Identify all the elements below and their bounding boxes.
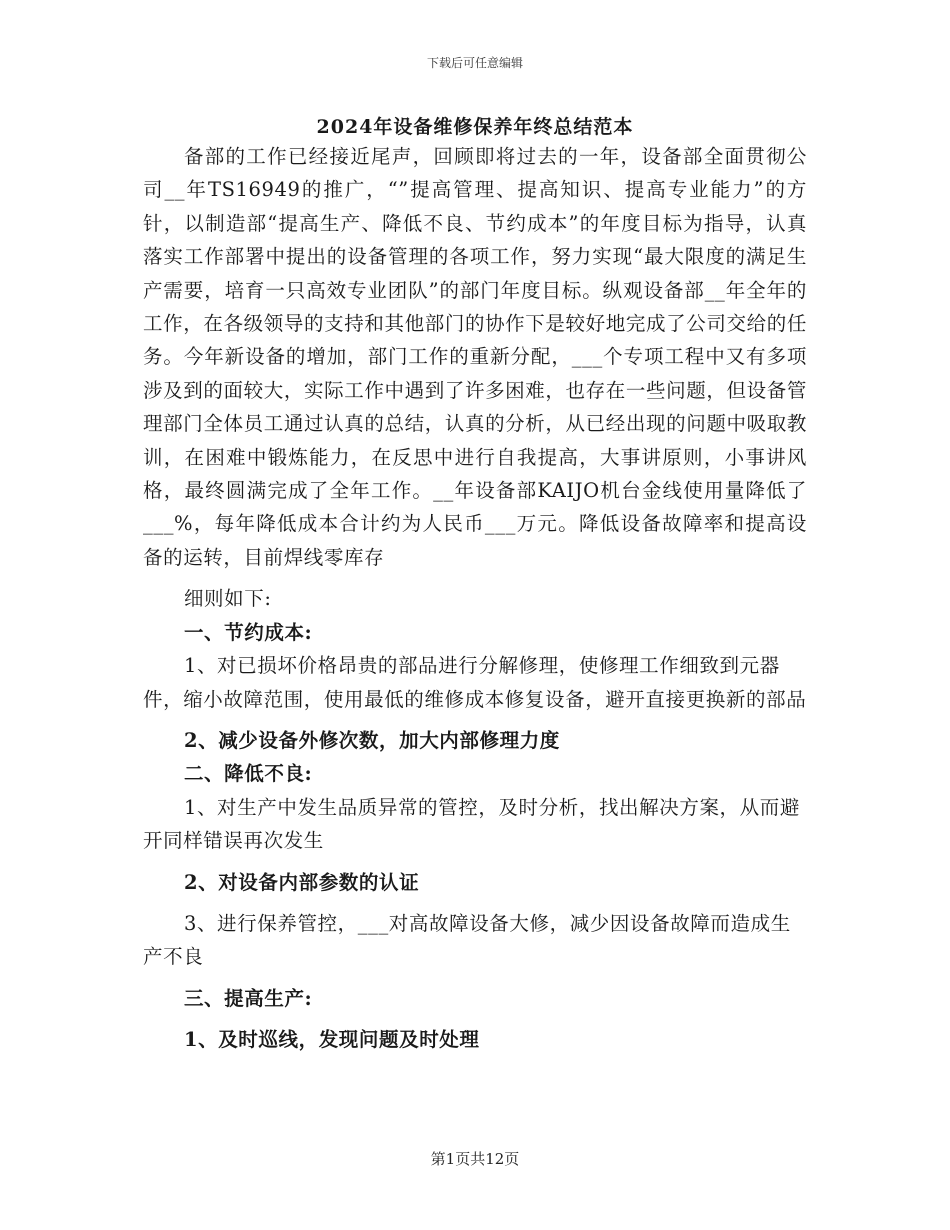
intro-paragraph: 备部的工作已经接近尾声，回顾即将过去的一年，设备部全面贯彻公司__年TS16949的推广，“”提高管理、提高知识、提高专业能力”的方针，以制造部“提高生产、降低不良、节约成本”的年度目标为指导，认真落实工作部署中提出的设备管理的各项工作，努力实现“最大限度的满足生产需要，培育一只高效专业团队”的部门年度目标。纵观设备部__年全年的工作，在各级领导的支持和其他部门的协作下是较好地完成了公司交给的任务。今年新设备的增加，部门工作的重新分配，___个专项工程中又有多项涉及到的面较大，实际工作中遇到了许多困难，也存在一些问题，但设备管理部门全体员工通过认真的总结，认真的分析，从已经出现的问题中吸取教训，在困难中锻炼能力，在反思中进行自我提高，大事讲原则，小事讲风格，最终圆满完成了全年工作。__年设备部KAIJO机台金线使用量降低了___%，每年降低成本合计约为人民币___万元。降低设备故障率和提高设备的运转，目前焊线零库存 [143, 145, 807, 569]
list-item: 1、对生产中发生品质异常的管控，及时分析，找出解决方案，从而避开同样错误再次发生 [143, 795, 800, 853]
section-heading-cost-saving: 一、节约成本: [183, 620, 313, 644]
document-title: 2024年设备维修保养年终总结范本 [316, 116, 634, 138]
list-item: 3、进行保养管控，___对高故障设备大修，减少因设备故障而造成生产不良 [143, 911, 791, 969]
section-heading-improve-production: 三、提高生产: [183, 986, 313, 1010]
section-heading-reduce-defects: 二、降低不良: [183, 762, 313, 786]
list-item: 1、对已损坏价格昂贵的部品进行分解修理，使修理工作细致到元器件，缩小故障范围，使用最低的维修成本修复设备，避开直接更换新的部品 [143, 654, 807, 711]
header-note: 下载后可任意编辑 [426, 56, 523, 70]
list-item-bold: 1、及时巡线，发现问题及时处理 [183, 1028, 480, 1052]
list-item-bold: 2、减少设备外修次数，加大内部修理力度 [183, 728, 560, 752]
details-intro: 细则如下: [183, 587, 272, 611]
page-number-footer: 第1页共12页 [430, 1150, 520, 1168]
list-item-bold: 2、对设备内部参数的认证 [183, 870, 420, 894]
document-body [143, 140, 807, 1057]
